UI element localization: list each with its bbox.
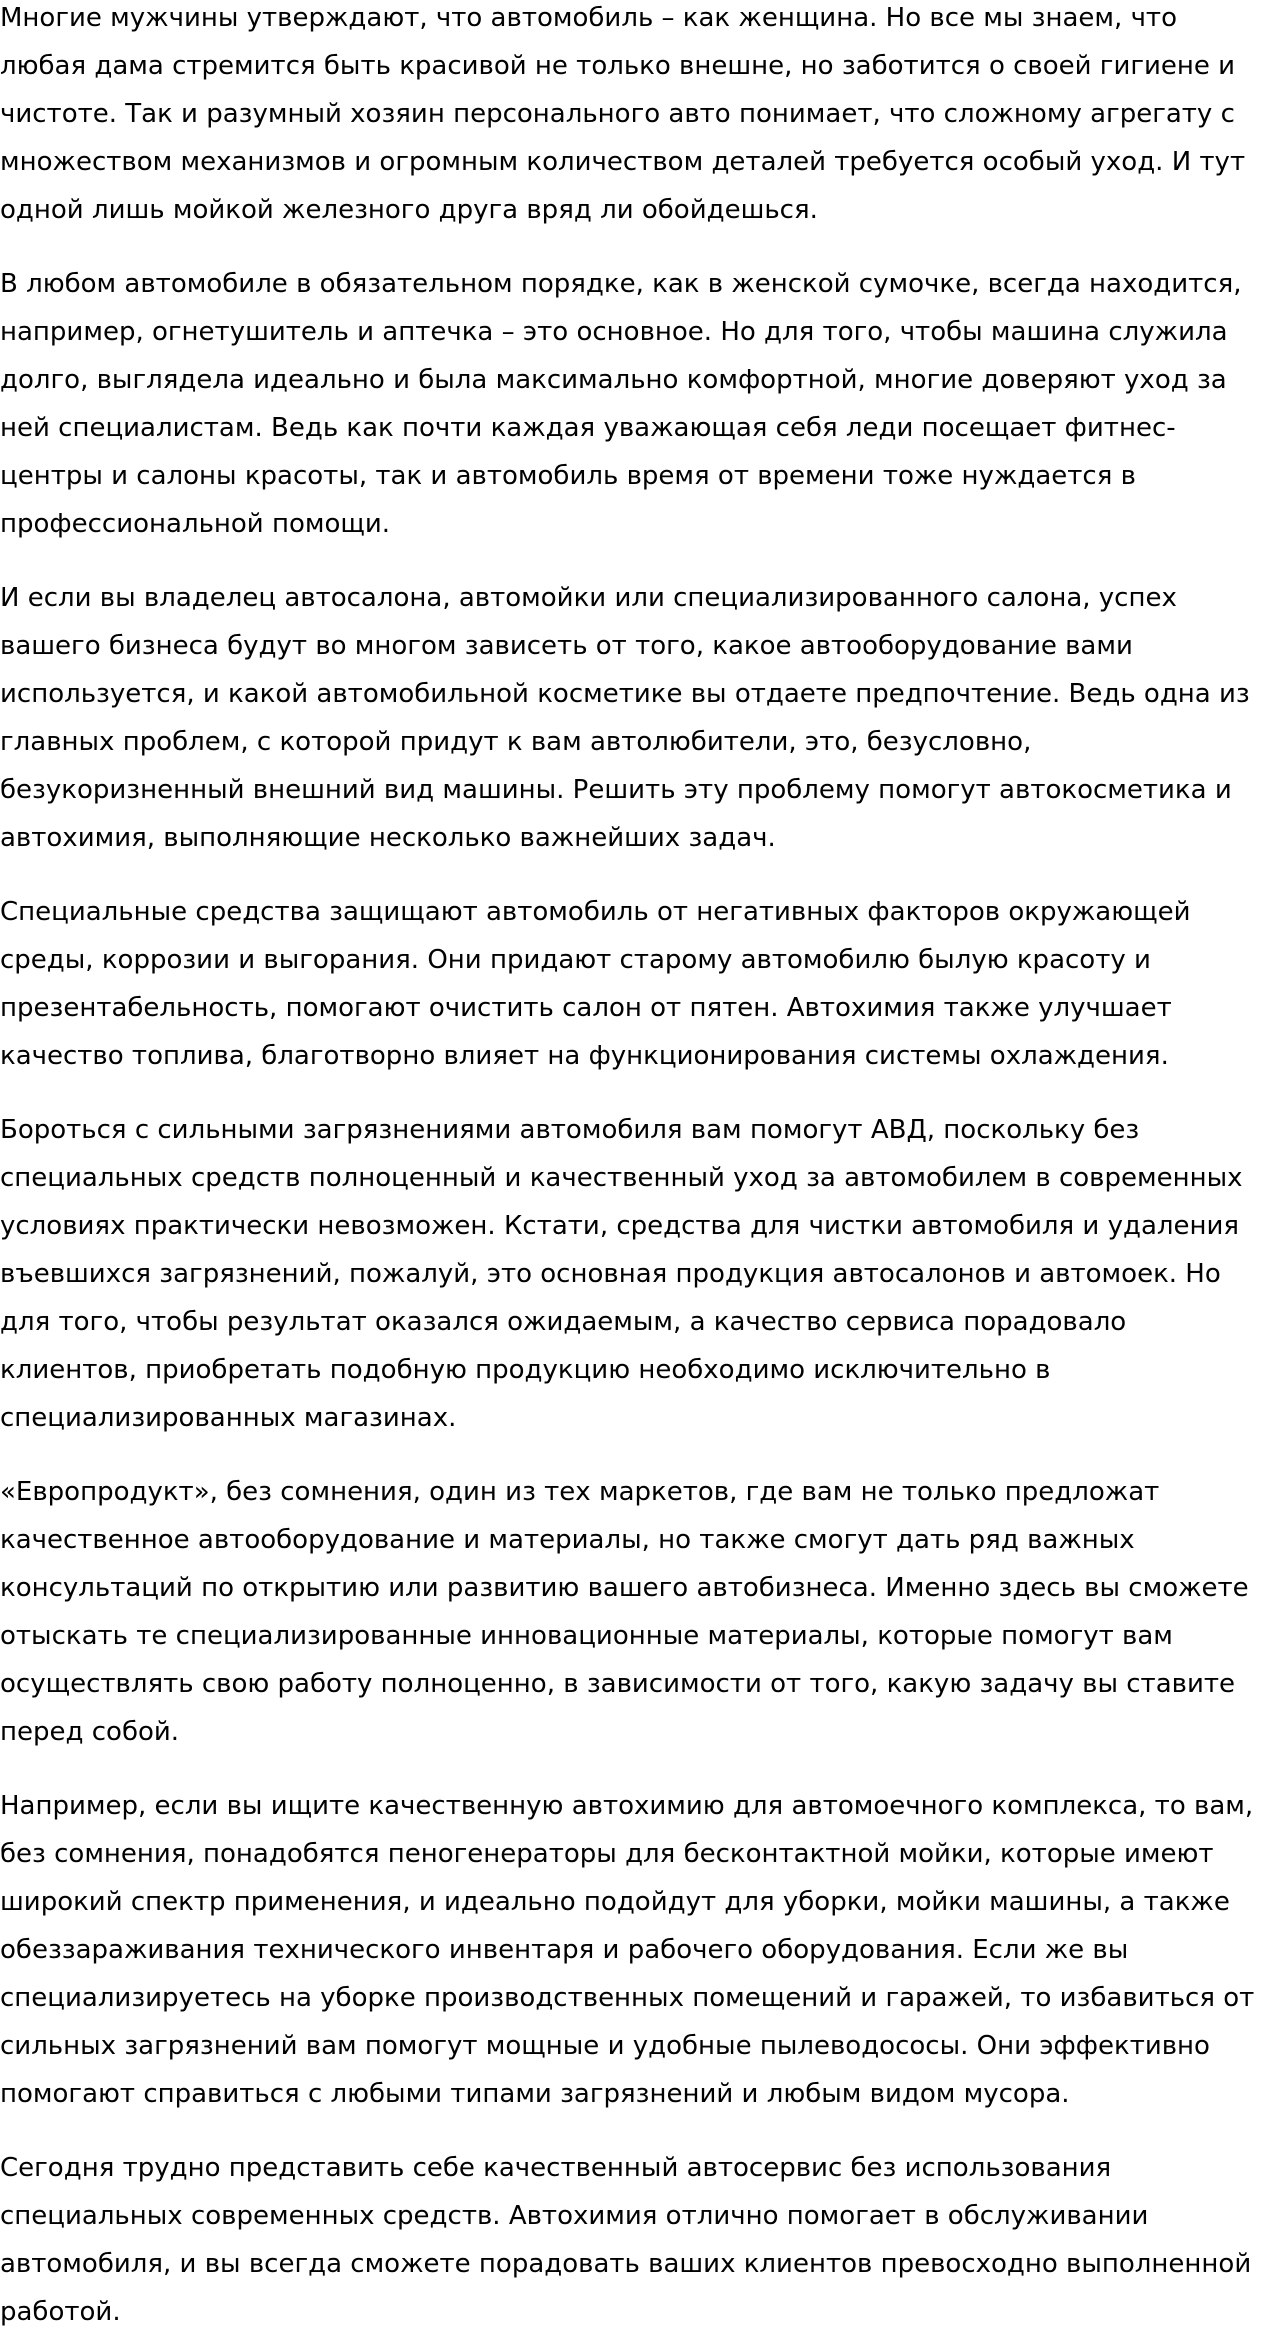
paragraph-1: Многие мужчины утверждают, что автомобиль – как женщина. Но все мы знаем, что любая дама стремится быть красивой не только внешне, но заботится о своей гигиене и чистоте. Так и разумный хозяин персонального авто понимает, что сложному агрегату с множеством механизмов и огромным количеством деталей требуется особый уход. И тут одной лишь мойкой железного друга вряд ли обойдешься.: [0, 3, 1246, 225]
paragraph-6: «Европродукт», без сомнения, один из тех маркетов, где вам не только предложат качественное автооборудование и материалы, но также смогут дать ряд важных консультаций по открытию или развитию вашего автобизнеса. Именно здесь вы сможете отыскать те специализированные инновационные материалы, которые помогут вам осуществлять свою работу полноценно, в зависимости от того, какую задачу вы ставите перед собой.: [0, 1477, 1249, 1747]
paragraph-4: Специальные средства защищают автомобиль от негативных факторов окружающей среды, коррозии и выгорания. Они придают старому автомобилю былую красоту и презентабельность, помогают очистить салон от пятен. Автохимия также улучшает качество топлива, благотворно влияет на функционирования системы охлаждения.: [0, 897, 1191, 1071]
paragraph-7: Например, если вы ищите качественную автохимию для автомоечного комплекса, то вам, без сомнения, понадобятся пеногенераторы для бесконтактной мойки, которые имеют широкий спектр применения, и идеально подойдут для уборки, мойки машины, а также обеззараживания технического инвентаря и рабочего оборудования. Если же вы специализируетесь на уборке производственных помещений и гаражей, то избавиться от сильных загрязнений вам помогут мощные и удобные пылеводососы. Они эффективно помогают справиться с любыми типами загрязнений и любым видом мусора.: [0, 1791, 1255, 2109]
paragraph-2: В любом автомобиле в обязательном порядке, как в женской сумочке, всегда находится, например, огнетушитель и аптечка – это основное. Но для того, чтобы машина служила долго, выглядела идеально и была максимально комфортной, многие доверяют уход за ней специалистам. Ведь как почти каждая уважающая себя леди посещает фитнес-центры и салоны красоты, так и автомобиль время от времени тоже нуждается в профессиональной помощи.: [0, 269, 1242, 539]
paragraph-5: Бороться с сильными загрязнениями автомобиля вам помогут АВД, поскольку без специальных средств полноценный и качественный уход за автомобилем в современных условиях практически невозможен. Кстати, средства для чистки автомобиля и удаления въевшихся загрязнений, пожалуй, это основная продукция автосалонов и автомоек. Но для того, чтобы результат оказался ожидаемым, а качество сервиса порадовало клиентов, приобретать подобную продукцию необходимо исключительно в специализированных магазинах.: [0, 1115, 1243, 1433]
paragraph-3: И если вы владелец автосалона, автомойки или специализированного салона, успех вашего бизнеса будут во многом зависеть от того, какое автооборудование вами используется, и какой автомобильной косметике вы отдаете предпочтение. Ведь одна из главных проблем, с которой придут к вам автолюбители, это, безусловно, безукоризненный внешний вид машины. Решить эту проблему помогут автокосметика и автохимия, выполняющие несколько важнейших задач.: [0, 583, 1250, 853]
paragraph-8: Сегодня трудно представить себе качественный автосервис без использования специальных современных средств. Автохимия отлично помогает в обслуживании автомобиля, и вы всегда сможете порадовать ваших клиентов превосходно выполненной работой.: [0, 2153, 1252, 2327]
